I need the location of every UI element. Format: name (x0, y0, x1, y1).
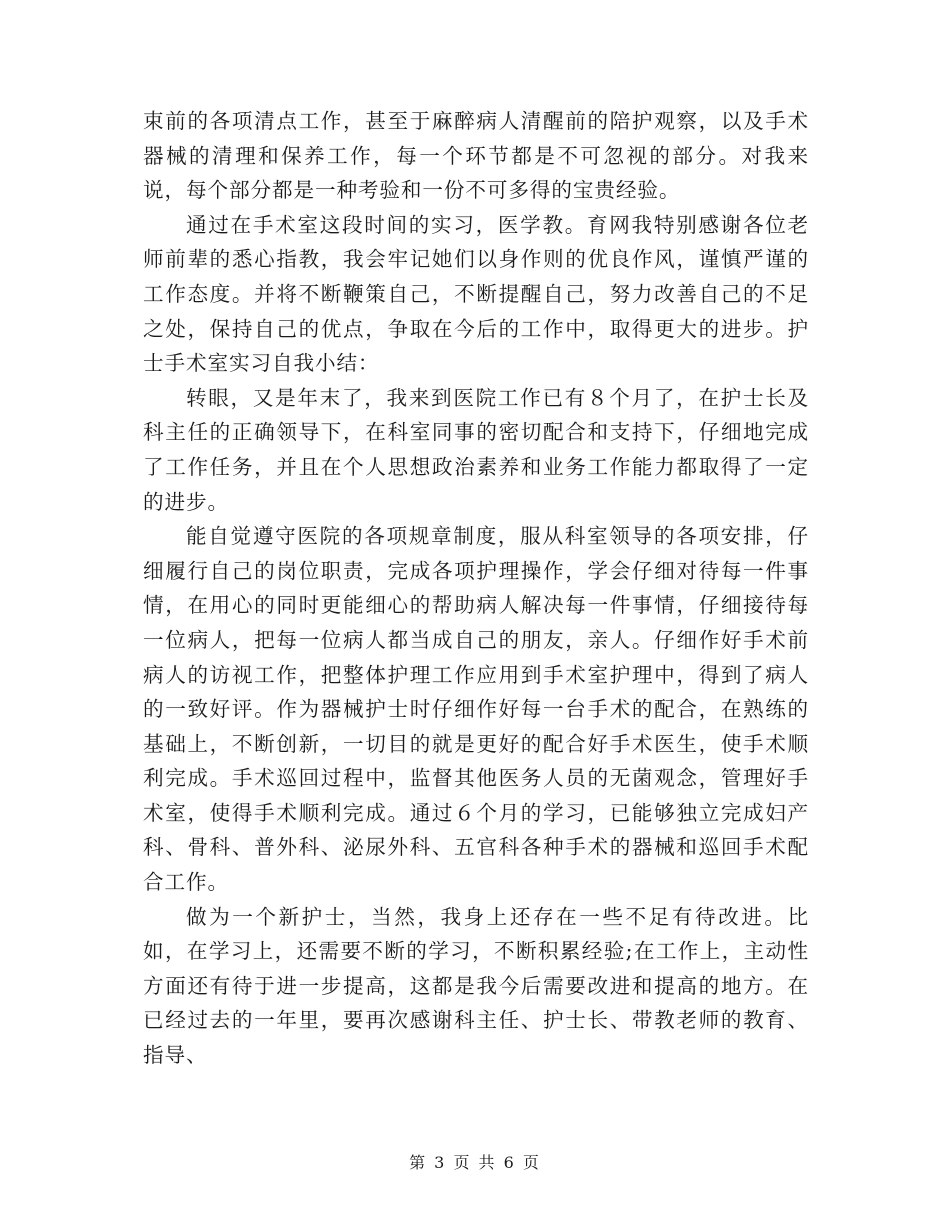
page-footer (0, 1150, 950, 1173)
document-body (143, 104, 809, 1073)
paragraph-1: 束前的各项清点工作，甚至于麻醉病人清醒前的陪护观察，以及手术器械的清理和保养工作，每一个环节都是不可忽视的部分。对我来说，每个部分都是一种考验和一份不可多得的宝贵经验。 (143, 109, 809, 203)
paragraph-4: 能自觉遵守医院的各项规章制度，服从科室领导的各项安排，仔细履行自己的岗位职责，完成各项护理操作，学会仔细对待每一件事情，在用心的同时更能细心的帮助病人解决每一件事情，仔细接待每一位病人，把每一位病人都当成自己的朋友，亲人。仔细作好手术前病人的访视工作，把整体护理工作应用到手术室护理中，得到了病人的一致好评。作为器械护士时仔细作好每一台手术的配合，在熟练的基础上，不断创新，一切目的就是更好的配合好手术医生，使手术顺利完成。手术巡回过程中，监督其他医务人员的无菌观念，管理好手术室，使得手术顺利完成。通过６个月的学习，已能够独立完成妇产科、骨科、普外科、泌尿外科、五官科各种手术的器械和巡回手术配合工作。 (143, 524, 809, 895)
paragraph-3: 转眼，又是年末了，我来到医院工作已有８个月了，在护士长及科主任的正确领导下，在科室同事的密切配合和支持下，仔细地完成了工作任务，并且在个人思想政治素养和业务工作能力都取得了一定的进步。 (143, 385, 809, 514)
page-number-label: 第 3 页 共 6 页 (409, 1153, 541, 1172)
paragraph-2: 通过在手术室这段时间的实习，医学教。育网我特别感谢各位老师前辈的悉心指教，我会牢记她们以身作则的优良作风，谨慎严谨的工作态度。并将不断鞭策自己，不断提醒自己，努力改善自己的不足之处，保持自己的优点，争取在今后的工作中，取得更大的进步。护士手术室实习自我小结： (143, 212, 809, 376)
paragraph-5: 做为一个新护士，当然，我身上还存在一些不足有待改进。比如，在学习上，还需要不断的学习，不断积累经验;在工作上，主动性方面还有待于进一步提高，这都是我今后需要改进和提高的地方。在已经过去的一年里，要再次感谢科主任、护士长、带教老师的教育、指导、 (143, 904, 809, 1068)
